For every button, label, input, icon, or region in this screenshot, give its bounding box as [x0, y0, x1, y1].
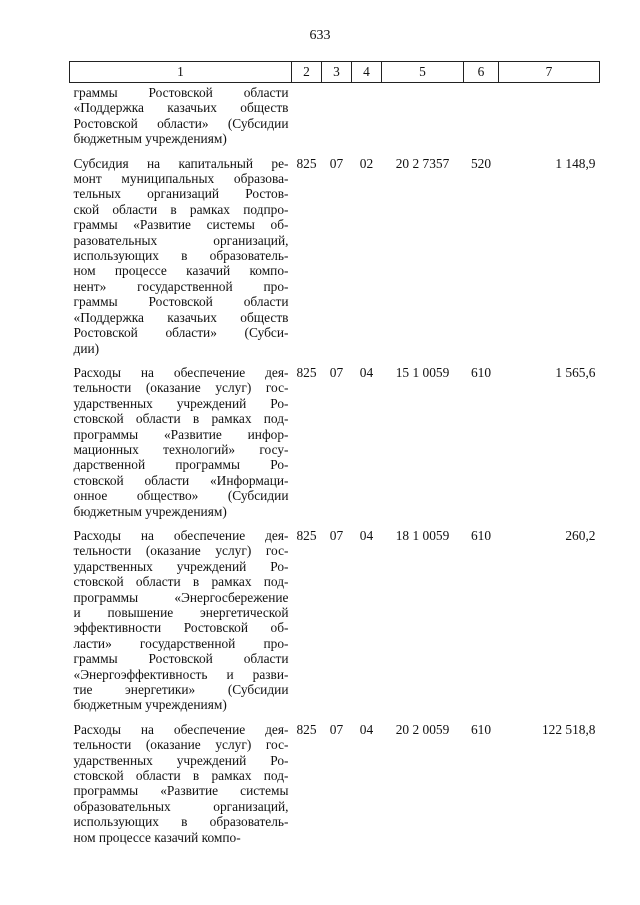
- expense-type-code: 610: [470, 721, 492, 737]
- table-row: [70, 156, 600, 365]
- description-line: стовской области в рамках под-: [73, 574, 289, 590]
- description-line: Расходы на обеспечение дея-: [73, 721, 289, 737]
- table-row: [70, 83, 600, 156]
- description-line: Ростовской области» (Субси-: [73, 325, 289, 341]
- expense-type-code: 610: [470, 527, 492, 543]
- budget-table: [69, 61, 600, 854]
- header-col-2: 2: [292, 62, 322, 83]
- description-line: бюджетным учреждениям): [73, 131, 227, 147]
- amount: 1 565,6: [555, 364, 596, 380]
- header-col-7: 7: [499, 62, 600, 83]
- subsection-code: 04: [359, 364, 374, 380]
- expense-type-code: 520: [470, 155, 492, 171]
- target-article-code: 15 1 0059: [395, 364, 450, 380]
- description-line: граммы Ростовской области: [73, 651, 289, 667]
- section-code: 07: [329, 527, 344, 543]
- ministry-code: [292, 83, 322, 156]
- description-line: граммы «Развитие системы об-: [73, 217, 289, 233]
- description-line: стовской области в рамках под-: [73, 411, 289, 427]
- amount: [499, 83, 600, 156]
- description-line: и повышение энергетической: [73, 605, 289, 620]
- ministry-code: 825: [296, 721, 317, 737]
- description-line: использующих в образователь-: [73, 248, 289, 264]
- description-line: онное общество» (Субсидии: [73, 488, 289, 504]
- description-line: «Энергоэффективность и разви-: [73, 666, 289, 682]
- description-line: разовательных организаций,: [73, 232, 289, 248]
- description-line: стовской области в рамках под-: [73, 768, 289, 784]
- target-article-code: 20 2 7357: [395, 155, 450, 171]
- description-line: тельности (оказание услуг) гос-: [73, 380, 289, 396]
- description-line: бюджетным учреждениям): [73, 697, 227, 713]
- amount: 260,2: [565, 527, 596, 543]
- description-line: программы «Развитие системы: [73, 783, 289, 799]
- description-line: нент» государственной про-: [73, 278, 289, 294]
- header-col-6: 6: [464, 62, 499, 83]
- subsection-code: 04: [359, 527, 374, 543]
- description-line: бюджетным учреждениям): [73, 503, 227, 519]
- description-line: ской области в рамках подпро-: [73, 201, 289, 217]
- ministry-code: 825: [296, 527, 317, 543]
- description-line: «Поддержка казачьих обществ: [73, 309, 289, 325]
- description-line: граммы Ростовской области: [73, 294, 289, 310]
- subsection-code: 04: [359, 721, 374, 737]
- row-description: [70, 365, 292, 528]
- subsection-code: 02: [359, 155, 374, 171]
- description-line: дарственной программы Ро-: [73, 457, 289, 473]
- description-line: граммы Ростовской области: [73, 85, 289, 100]
- table-header: [70, 62, 600, 83]
- description-line: Расходы на обеспечение дея-: [73, 364, 289, 380]
- expense-type-code: 610: [470, 364, 492, 380]
- target-article-code: [382, 83, 464, 156]
- row-description: [70, 722, 292, 854]
- description-line: дии): [73, 340, 100, 356]
- description-line: ударственных учреждений Ро-: [73, 752, 289, 768]
- description-line: эффективности Ростовской об-: [73, 620, 289, 636]
- description-line: ударственных учреждений Ро-: [73, 395, 289, 411]
- description-line: ном процессе казачий компо-: [73, 263, 289, 279]
- table-row: [70, 722, 600, 854]
- row-description: [70, 156, 292, 365]
- header-col-1: 1: [70, 62, 292, 83]
- description-line: тельности (оказание услуг) гос-: [73, 543, 289, 559]
- table-row: [70, 528, 600, 722]
- amount: 1 148,9: [555, 155, 596, 171]
- description-line: ударственных учреждений Ро-: [73, 558, 289, 574]
- section-code: 07: [329, 155, 344, 171]
- description-line: тие энергетики» (Субсидии: [73, 682, 289, 698]
- description-line: ласти» государственной про-: [73, 635, 289, 651]
- description-line: программы «Развитие инфор-: [73, 426, 289, 442]
- header-col-5: 5: [382, 62, 464, 83]
- table-row: [70, 365, 600, 528]
- target-article-code: 20 2 0059: [395, 721, 450, 737]
- description-line: Ростовской области» (Субсидии: [73, 115, 289, 131]
- header-col-3: 3: [322, 62, 352, 83]
- description-line: мационных технологий» госу-: [73, 441, 289, 457]
- description-line: программы «Энергосбережение: [73, 589, 289, 605]
- description-line: тельности (оказание услуг) гос-: [73, 737, 289, 753]
- description-line: стовской области «Информаци-: [73, 472, 289, 488]
- description-line: использующих в образователь-: [73, 814, 289, 830]
- amount: 122 518,8: [541, 721, 596, 737]
- row-description: [70, 83, 292, 156]
- expense-type-code: [464, 83, 499, 156]
- target-article-code: 18 1 0059: [395, 527, 450, 543]
- description-line: монт муниципальных образова-: [73, 171, 289, 187]
- section-code: 07: [329, 721, 344, 737]
- description-line: «Поддержка казачьих обществ: [73, 100, 289, 116]
- description-line: ном процессе казачий компо-: [73, 829, 241, 845]
- row-description: [70, 528, 292, 722]
- header-col-4: 4: [352, 62, 382, 83]
- ministry-code: 825: [296, 364, 317, 380]
- description-line: образовательных организаций,: [73, 798, 289, 814]
- description-line: Субсидия на капитальный ре-: [73, 155, 289, 171]
- section-code: [322, 83, 352, 156]
- description-line: тельных организаций Ростов-: [73, 186, 289, 202]
- table-body: [70, 83, 600, 855]
- description-line: Расходы на обеспечение дея-: [73, 527, 289, 543]
- subsection-code: [352, 83, 382, 156]
- ministry-code: 825: [296, 155, 317, 171]
- section-code: 07: [329, 364, 344, 380]
- page-number: 633: [309, 28, 331, 43]
